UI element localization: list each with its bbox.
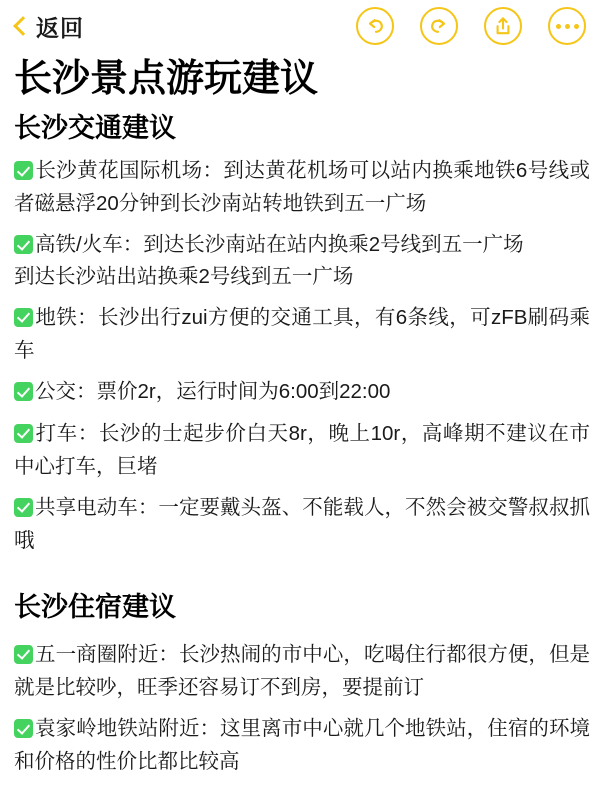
list-item-subtext: 到达长沙站出站换乘2号线到五一广场	[14, 264, 354, 288]
redo-arrow-icon	[427, 14, 451, 38]
check-icon	[14, 161, 33, 180]
list-item	[14, 154, 590, 220]
back-button[interactable]	[12, 10, 84, 43]
check-icon	[14, 382, 33, 401]
list-item	[14, 491, 590, 557]
check-icon	[14, 308, 33, 327]
more-options-button[interactable]	[548, 7, 586, 45]
list-item	[14, 712, 590, 778]
back-button-label: 返回	[36, 14, 84, 41]
document-body	[0, 58, 604, 779]
check-icon	[14, 645, 33, 664]
list-item	[14, 301, 590, 367]
list-item-text: 五一商圈附近：长沙热闹的市中心，吃喝住行都很方便，但是就是比较吵，旺季还容易订不到房，要提前订	[14, 642, 590, 699]
undo-button[interactable]	[356, 7, 394, 45]
list-item-text: 打车：长沙的士起步价白天8r，晚上10r，高峰期不建议在市中心打车，巨堵	[14, 421, 590, 478]
list-item	[14, 375, 590, 408]
toolbar-actions	[356, 7, 586, 45]
list-item	[14, 638, 590, 704]
list-item-text: 袁家岭地铁站附近：这里离市中心就几个地铁站，住宿的环境和价格的性价比都比较高	[14, 717, 590, 774]
share-button[interactable]	[484, 7, 522, 45]
list-item-text: 高铁/火车：到达长沙南站在站内换乘2号线到五一广场	[35, 233, 524, 257]
check-icon	[14, 424, 33, 443]
redo-button[interactable]	[420, 7, 458, 45]
section-heading-accommodation: 长沙住宿建议	[14, 592, 176, 623]
share-up-arrow-icon	[491, 14, 515, 38]
list-item-text: 共享电动车：一定要戴头盔、不能载人，不然会被交警叔叔抓哦	[14, 495, 590, 553]
list-item	[14, 417, 590, 483]
list-item	[14, 228, 590, 292]
list-item-text: 长沙黄花国际机场：到达黄花机场可以站内换乘地铁6号线或者磁悬浮20分钟到长沙南站转地铁到五一广场	[14, 159, 590, 216]
list-item-text: 地铁：长沙出行zui方便的交通工具，有6条线，可zFB刷码乘车	[14, 305, 590, 363]
more-horizontal-icon	[556, 24, 579, 29]
chevron-left-icon	[13, 16, 33, 36]
top-toolbar	[0, 0, 604, 52]
page-title: 长沙景点游玩建议	[14, 58, 319, 100]
list-item-text: 公交：票价2r，运行时间为6:00到22:00	[35, 380, 391, 404]
undo-arrow-icon	[363, 14, 387, 38]
check-icon	[14, 498, 33, 517]
check-icon	[14, 719, 33, 738]
section-heading-transport: 长沙交通建议	[14, 112, 176, 143]
check-icon	[14, 235, 33, 254]
